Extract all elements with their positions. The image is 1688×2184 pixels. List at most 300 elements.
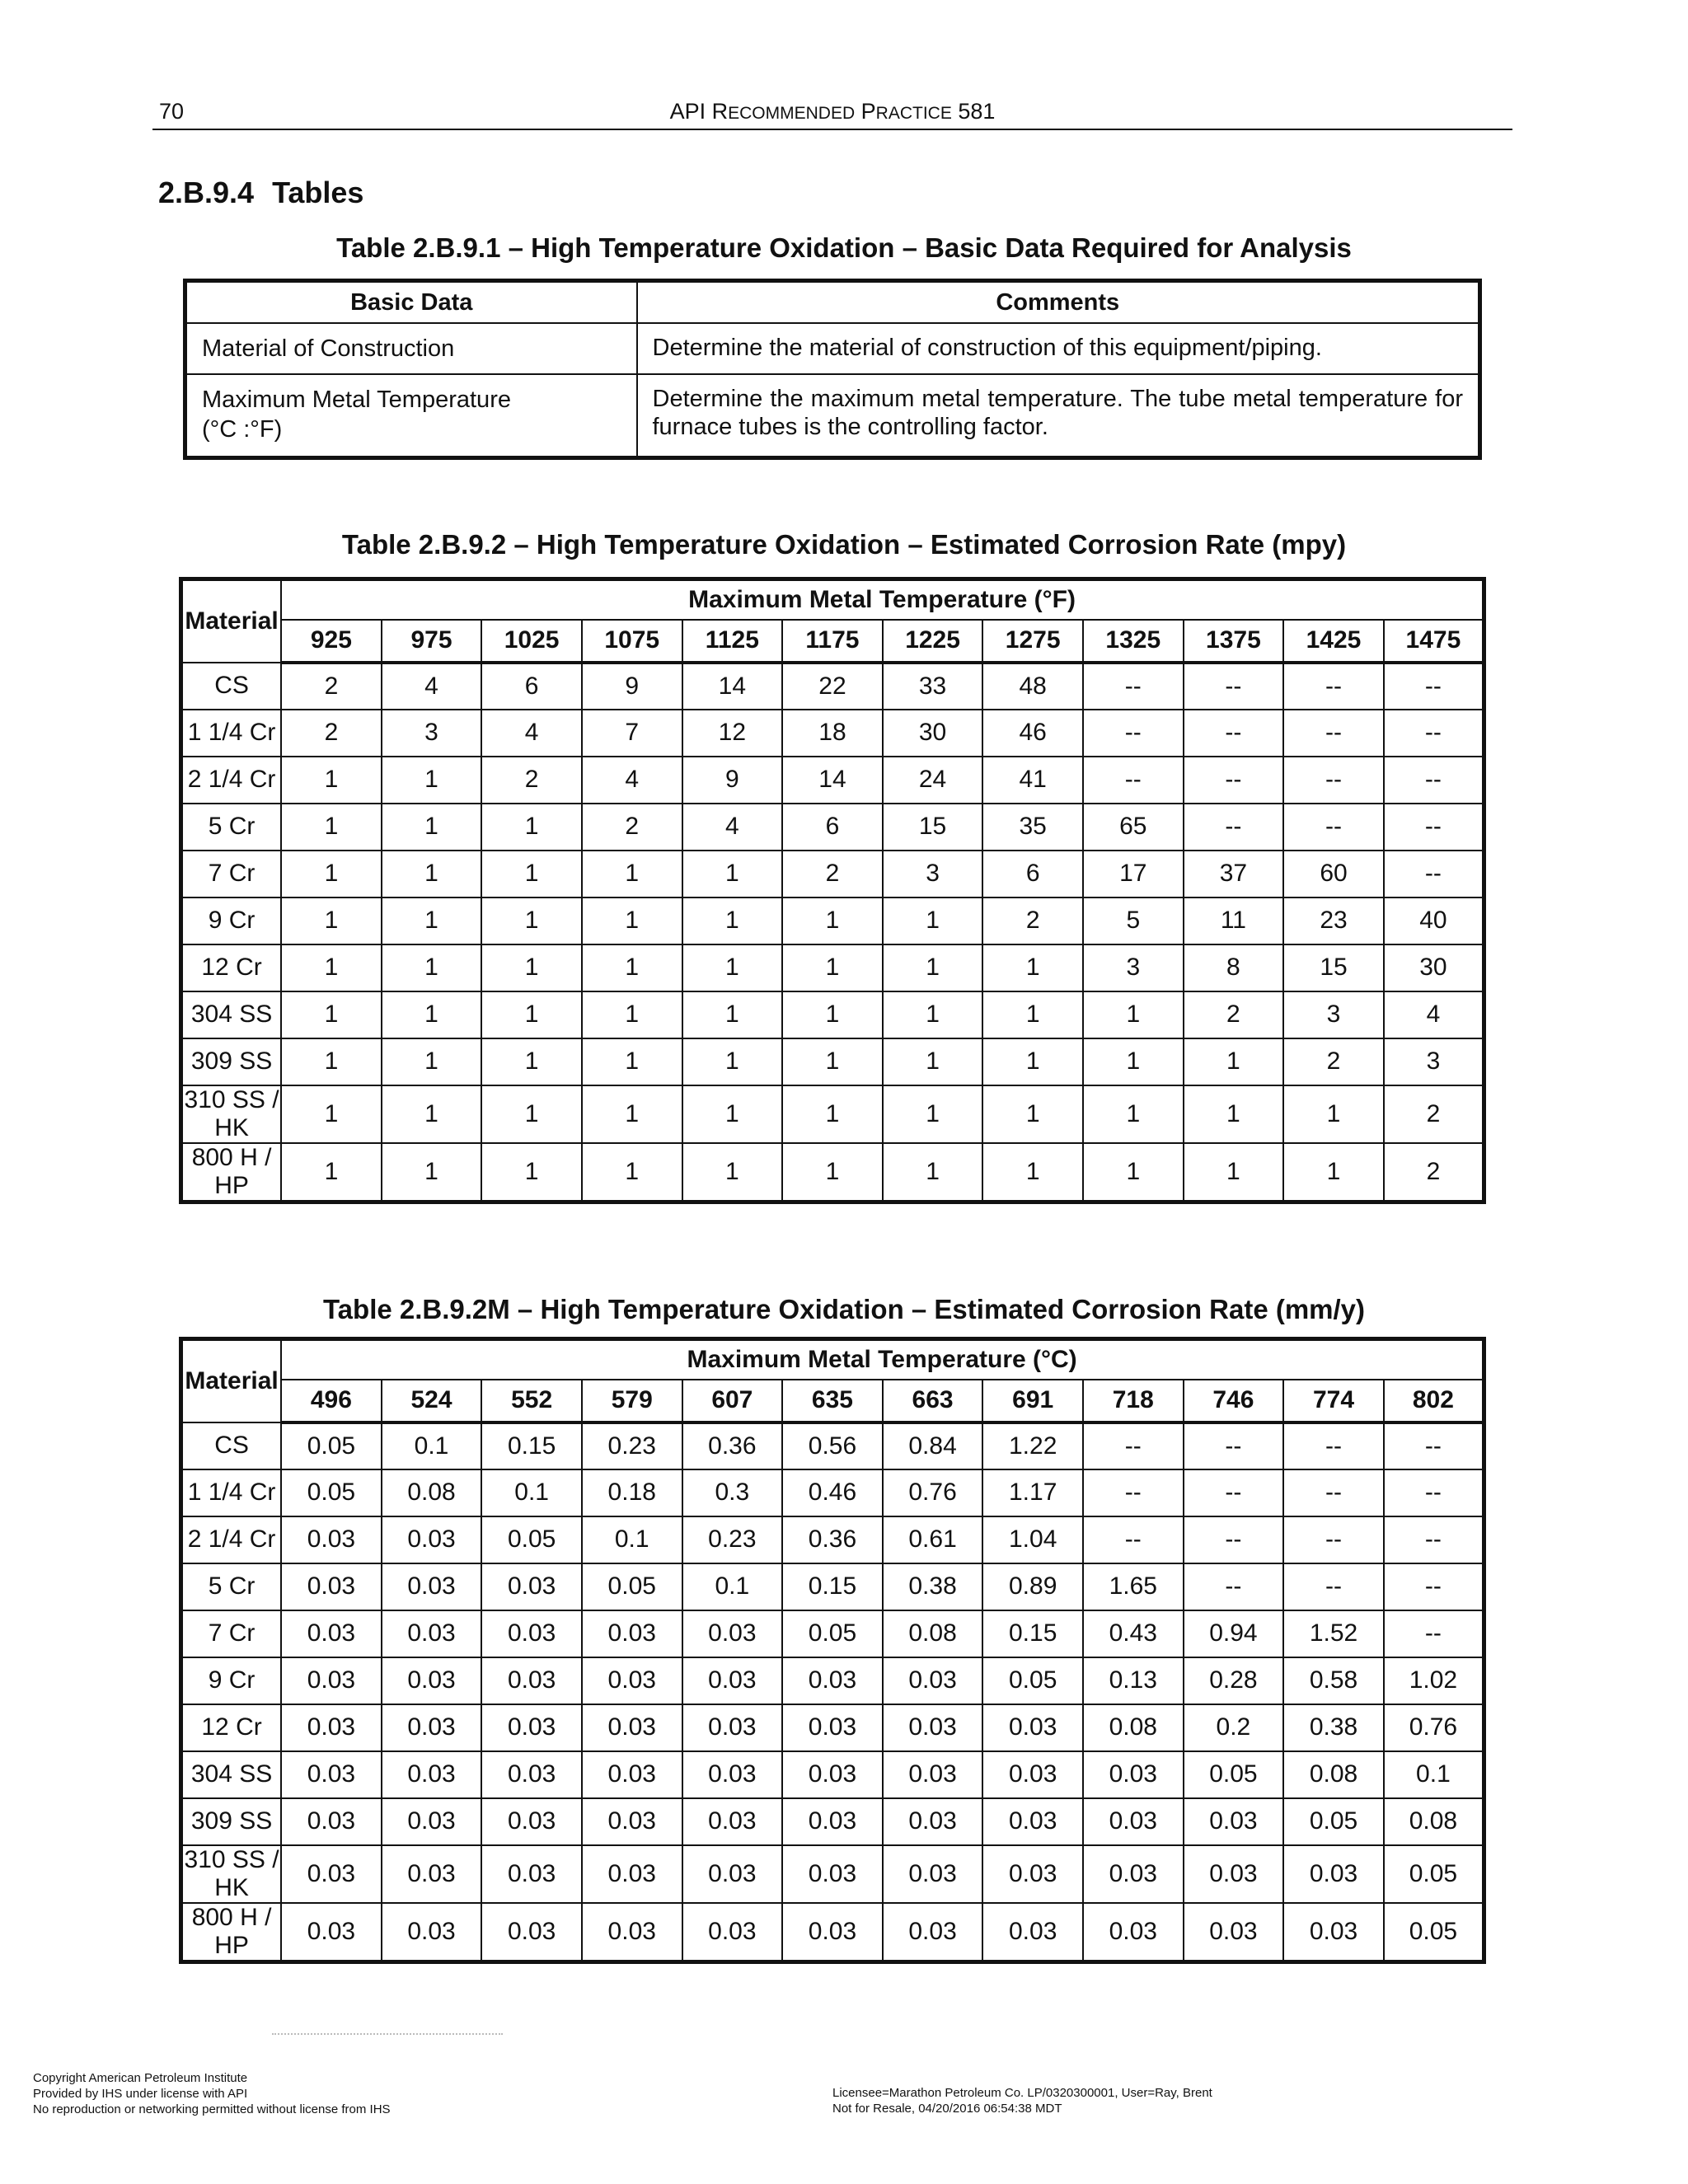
rate-cell: 0.03 xyxy=(782,1657,883,1704)
rate-cell: 14 xyxy=(682,663,783,710)
rate-cell: 37 xyxy=(1184,851,1284,898)
rate-cell: 1.52 xyxy=(1283,1610,1384,1657)
rate-cell: 1 xyxy=(582,1143,682,1202)
rate-cell: -- xyxy=(1283,1563,1384,1610)
temperature-column-header: 925 xyxy=(281,620,382,663)
material-cell: 800 H / HP xyxy=(181,1143,282,1202)
rate-cell: 1 xyxy=(982,1085,1083,1143)
rate-cell: 1 xyxy=(883,991,983,1038)
rate-cell: 1 xyxy=(281,804,382,851)
rate-cell: 1 xyxy=(782,1143,883,1202)
material-cell: 12 Cr xyxy=(181,1704,282,1751)
temperature-group-header: Maximum Metal Temperature (°F) xyxy=(281,579,1484,620)
rate-cell: 0.15 xyxy=(782,1563,883,1610)
temperature-column-header: 746 xyxy=(1184,1380,1284,1422)
rate-cell: 1 xyxy=(782,991,883,1038)
rate-cell: 0.03 xyxy=(582,1704,682,1751)
rate-cell: 1 xyxy=(582,944,682,991)
rate-cell: 0.03 xyxy=(481,1563,582,1610)
rate-cell: 1 xyxy=(883,1143,983,1202)
rate-cell: 7 xyxy=(582,710,682,757)
section-heading xyxy=(158,176,363,210)
material-cell: 9 Cr xyxy=(181,1657,282,1704)
rate-cell: 0.03 xyxy=(382,1845,482,1903)
rate-cell: 0.1 xyxy=(481,1469,582,1516)
temperature-column-header: 579 xyxy=(582,1380,682,1422)
table-row xyxy=(181,1422,1484,1469)
temperature-column-header: 718 xyxy=(1083,1380,1184,1422)
rate-cell: 0.03 xyxy=(281,1657,382,1704)
rate-cell: 0.03 xyxy=(281,1563,382,1610)
rate-cell: 0.05 xyxy=(1184,1751,1284,1798)
rate-cell: 0.43 xyxy=(1083,1610,1184,1657)
rate-cell: 1 xyxy=(982,944,1083,991)
rate-cell: 1 xyxy=(1283,1085,1384,1143)
rate-cell: 2 xyxy=(582,804,682,851)
rate-cell: 0.03 xyxy=(682,1610,783,1657)
rate-cell: 4 xyxy=(1384,991,1484,1038)
table2-caption: Table 2.B.9.2 – High Temperature Oxidation – Estimated Corrosion Rate (mpy) xyxy=(341,529,1347,560)
rate-cell: 0.05 xyxy=(582,1563,682,1610)
rate-cell: 1.02 xyxy=(1384,1657,1484,1704)
rate-cell: 1 xyxy=(682,1038,783,1085)
table-row xyxy=(181,804,1484,851)
table3-caption: Table 2.B.9.2M – High Temperature Oxidation – Estimated Corrosion Rate (mm/y) xyxy=(322,1294,1366,1324)
rate-cell: -- xyxy=(1384,663,1484,710)
comment-cell: Determine the maximum metal temperature. The tube metal temperature for furnace tubes is the controlling factor. xyxy=(637,374,1480,458)
rate-cell: 0.03 xyxy=(281,1704,382,1751)
rate-cell: 1 xyxy=(281,1038,382,1085)
rate-cell: 0.03 xyxy=(1083,1903,1184,1962)
rate-cell: 4 xyxy=(382,663,482,710)
rate-cell: 1 xyxy=(982,1143,1083,1202)
rate-cell: -- xyxy=(1083,1516,1184,1563)
material-cell: 800 H / HP xyxy=(181,1903,282,1962)
rate-cell: 0.3 xyxy=(682,1469,783,1516)
rate-cell: 65 xyxy=(1083,804,1184,851)
rate-cell: 0.1 xyxy=(582,1516,682,1563)
rate-cell: -- xyxy=(1184,1422,1284,1469)
rate-cell: 35 xyxy=(982,804,1083,851)
rate-cell: 1 xyxy=(883,944,983,991)
rate-cell: 0.03 xyxy=(481,1657,582,1704)
rate-cell: 0.94 xyxy=(1184,1610,1284,1657)
rate-cell: 0.03 xyxy=(481,1845,582,1903)
table1-caption: Table 2.B.9.1 – High Temperature Oxidation – Basic Data Required for Analysis xyxy=(336,232,1352,263)
material-cell: 304 SS xyxy=(181,991,282,1038)
rate-cell: 3 xyxy=(883,851,983,898)
rate-cell: 0.03 xyxy=(682,1657,783,1704)
rate-cell: 0.08 xyxy=(1283,1751,1384,1798)
rate-cell: 0.03 xyxy=(281,1903,382,1962)
corrosion-rate-mpy-table xyxy=(179,577,1486,1204)
rate-cell: 0.03 xyxy=(481,1798,582,1845)
rate-cell: -- xyxy=(1384,851,1484,898)
rate-cell: 1 xyxy=(382,944,482,991)
rate-cell: 6 xyxy=(481,663,582,710)
rate-cell: 0.03 xyxy=(682,1751,783,1798)
rate-cell: 2 xyxy=(1384,1085,1484,1143)
rate-cell: 2 xyxy=(281,663,382,710)
rate-cell: 1 xyxy=(682,944,783,991)
rate-cell: 0.46 xyxy=(782,1469,883,1516)
rate-cell: 1 xyxy=(883,898,983,944)
rate-cell: 6 xyxy=(782,804,883,851)
rate-cell: -- xyxy=(1384,804,1484,851)
rate-cell: -- xyxy=(1184,710,1284,757)
rate-cell: 0.03 xyxy=(982,1751,1083,1798)
rate-cell: 1 xyxy=(481,1085,582,1143)
material-cell: 2 1/4 Cr xyxy=(181,757,282,804)
rate-cell: 0.03 xyxy=(481,1903,582,1962)
rate-cell: 3 xyxy=(382,710,482,757)
corrosion-rate-mmy-table xyxy=(179,1337,1486,1964)
scan-artifact xyxy=(272,2033,503,2035)
rate-cell: 1 xyxy=(481,898,582,944)
temperature-column-header: 1025 xyxy=(481,620,582,663)
rate-cell: 23 xyxy=(1283,898,1384,944)
table-row xyxy=(181,1903,1484,1962)
rate-cell: 5 xyxy=(1083,898,1184,944)
rate-cell: 0.03 xyxy=(382,1798,482,1845)
rate-cell: 0.03 xyxy=(382,1516,482,1563)
rate-cell: 0.58 xyxy=(1283,1657,1384,1704)
rate-cell: 60 xyxy=(1283,851,1384,898)
rate-cell: 1 xyxy=(382,991,482,1038)
rate-cell: 1 xyxy=(682,898,783,944)
table-row xyxy=(181,1751,1484,1798)
rate-cell: 1 xyxy=(382,851,482,898)
material-cell: CS xyxy=(181,1422,282,1469)
rate-cell: -- xyxy=(1384,1610,1484,1657)
table-row xyxy=(181,1143,1484,1202)
rate-cell: 2 xyxy=(982,898,1083,944)
rate-cell: 1 xyxy=(782,1085,883,1143)
rate-cell: 4 xyxy=(682,804,783,851)
rate-cell: 2 xyxy=(281,710,382,757)
page-header xyxy=(152,97,1512,130)
table-row xyxy=(181,944,1484,991)
column-header-comments: Comments xyxy=(637,281,1480,324)
rate-cell: 0.03 xyxy=(782,1798,883,1845)
rate-cell: 1 xyxy=(682,991,783,1038)
rate-cell: 1 xyxy=(481,1143,582,1202)
rate-cell: 0.05 xyxy=(782,1610,883,1657)
rate-cell: 11 xyxy=(1184,898,1284,944)
rate-cell: 4 xyxy=(481,710,582,757)
running-title: API RECOMMENDED PRACTICE 581 xyxy=(669,99,996,124)
rate-cell: 46 xyxy=(982,710,1083,757)
rate-cell: -- xyxy=(1384,757,1484,804)
rate-cell: 0.03 xyxy=(883,1751,983,1798)
material-cell: 1 1/4 Cr xyxy=(181,1469,282,1516)
rate-cell: 0.03 xyxy=(1083,1845,1184,1903)
rate-cell: 1 xyxy=(281,944,382,991)
rate-cell: -- xyxy=(1283,1516,1384,1563)
rate-cell: 0.03 xyxy=(582,1751,682,1798)
rate-cell: 0.03 xyxy=(1083,1798,1184,1845)
rate-cell: 0.03 xyxy=(582,1610,682,1657)
rate-cell: 0.03 xyxy=(1184,1845,1284,1903)
temperature-column-header: 1275 xyxy=(982,620,1083,663)
material-cell: 309 SS xyxy=(181,1038,282,1085)
rate-cell: 0.03 xyxy=(1184,1903,1284,1962)
material-cell: 310 SS / HK xyxy=(181,1085,282,1143)
rate-cell: -- xyxy=(1384,710,1484,757)
rate-cell: 0.36 xyxy=(782,1516,883,1563)
rate-cell: 3 xyxy=(1384,1038,1484,1085)
rate-cell: 0.13 xyxy=(1083,1657,1184,1704)
rate-cell: 1 xyxy=(1184,1143,1284,1202)
rate-cell: 1 xyxy=(1083,1038,1184,1085)
rate-cell: 0.03 xyxy=(1083,1751,1184,1798)
rate-cell: 1 xyxy=(281,898,382,944)
rate-cell: -- xyxy=(1283,804,1384,851)
rate-cell: 0.03 xyxy=(281,1751,382,1798)
rate-cell: -- xyxy=(1184,1469,1284,1516)
table-row xyxy=(181,1516,1484,1563)
rate-cell: 0.2 xyxy=(1184,1704,1284,1751)
material-cell: CS xyxy=(181,663,282,710)
rate-cell: -- xyxy=(1083,663,1184,710)
rate-cell: 1 xyxy=(782,898,883,944)
rate-cell: -- xyxy=(1384,1516,1484,1563)
rate-cell: 9 xyxy=(682,757,783,804)
section-title: Tables xyxy=(272,176,364,209)
rate-cell: -- xyxy=(1083,1422,1184,1469)
rate-cell: 0.08 xyxy=(883,1610,983,1657)
rate-cell: 1 xyxy=(382,898,482,944)
rate-cell: 1 xyxy=(883,1085,983,1143)
rate-cell: 3 xyxy=(1283,991,1384,1038)
rate-cell: 0.05 xyxy=(481,1516,582,1563)
rate-cell: 0.08 xyxy=(382,1469,482,1516)
rate-cell: 1 xyxy=(281,757,382,804)
temperature-column-header: 1125 xyxy=(682,620,783,663)
rate-cell: 1 xyxy=(382,1143,482,1202)
rate-cell: 0.05 xyxy=(1384,1903,1484,1962)
rate-cell: 0.03 xyxy=(682,1704,783,1751)
rate-cell: 0.03 xyxy=(782,1751,883,1798)
temperature-column-header: 802 xyxy=(1384,1380,1484,1422)
rate-cell: 1 xyxy=(582,1085,682,1143)
rate-cell: -- xyxy=(1184,1516,1284,1563)
rate-cell: -- xyxy=(1384,1422,1484,1469)
table-row xyxy=(185,323,1480,374)
rate-cell: 0.03 xyxy=(782,1704,883,1751)
rate-cell: 0.1 xyxy=(382,1422,482,1469)
table-row xyxy=(181,663,1484,710)
material-cell: 9 Cr xyxy=(181,898,282,944)
rate-cell: 0.03 xyxy=(1283,1903,1384,1962)
rate-cell: 0.61 xyxy=(883,1516,983,1563)
rate-cell: 1.04 xyxy=(982,1516,1083,1563)
rate-cell: 0.08 xyxy=(1384,1798,1484,1845)
rate-cell: 1 xyxy=(883,1038,983,1085)
rate-cell: 0.03 xyxy=(782,1845,883,1903)
rate-cell: 0.76 xyxy=(883,1469,983,1516)
temperature-column-header: 1075 xyxy=(582,620,682,663)
rate-cell: 0.03 xyxy=(582,1798,682,1845)
rate-cell: 1 xyxy=(682,851,783,898)
rate-cell: 0.15 xyxy=(481,1422,582,1469)
rate-cell: 2 xyxy=(481,757,582,804)
rate-cell: 1 xyxy=(382,804,482,851)
temperature-column-header: 635 xyxy=(782,1380,883,1422)
material-cell: 304 SS xyxy=(181,1751,282,1798)
table-row xyxy=(181,898,1484,944)
rate-cell: 0.38 xyxy=(883,1563,983,1610)
rate-cell: -- xyxy=(1083,1469,1184,1516)
rate-cell: -- xyxy=(1283,757,1384,804)
temperature-column-header: 1475 xyxy=(1384,620,1484,663)
rate-cell: 1.22 xyxy=(982,1422,1083,1469)
rate-cell: -- xyxy=(1283,1422,1384,1469)
rate-cell: 1 xyxy=(281,1085,382,1143)
rate-cell: 1 xyxy=(281,851,382,898)
rate-cell: 1 xyxy=(682,1143,783,1202)
rate-cell: 33 xyxy=(883,663,983,710)
rate-cell: 0.03 xyxy=(883,1704,983,1751)
rate-cell: 0.03 xyxy=(883,1845,983,1903)
rate-cell: 0.03 xyxy=(481,1610,582,1657)
table-row xyxy=(181,1469,1484,1516)
table-row xyxy=(181,851,1484,898)
table-row xyxy=(181,710,1484,757)
temperature-column-header: 774 xyxy=(1283,1380,1384,1422)
material-cell: 2 1/4 Cr xyxy=(181,1516,282,1563)
rate-cell: 1 xyxy=(1083,1085,1184,1143)
rate-cell: 12 xyxy=(682,710,783,757)
rate-cell: 0.05 xyxy=(1283,1798,1384,1845)
rate-cell: -- xyxy=(1384,1469,1484,1516)
rate-cell: 1 xyxy=(281,1143,382,1202)
material-cell: 5 Cr xyxy=(181,1563,282,1610)
rate-cell: 0.03 xyxy=(1184,1798,1284,1845)
rate-cell: 1 xyxy=(481,851,582,898)
rate-cell: 14 xyxy=(782,757,883,804)
rate-cell: 1 xyxy=(582,851,682,898)
rate-cell: 48 xyxy=(982,663,1083,710)
rate-cell: -- xyxy=(1083,710,1184,757)
rate-cell: 0.03 xyxy=(382,1903,482,1962)
rate-cell: 41 xyxy=(982,757,1083,804)
rate-cell: -- xyxy=(1184,663,1284,710)
table-row xyxy=(181,1038,1484,1085)
material-cell: 310 SS / HK xyxy=(181,1845,282,1903)
rate-cell: 0.89 xyxy=(982,1563,1083,1610)
rate-cell: 0.18 xyxy=(582,1469,682,1516)
rate-cell: 15 xyxy=(1283,944,1384,991)
rate-cell: 2 xyxy=(1384,1143,1484,1202)
rate-cell: 0.03 xyxy=(281,1516,382,1563)
rate-cell: 9 xyxy=(582,663,682,710)
page-number: 70 xyxy=(159,99,185,124)
material-cell: 7 Cr xyxy=(181,851,282,898)
table-row xyxy=(181,1657,1484,1704)
rate-cell: 0.03 xyxy=(982,1903,1083,1962)
rate-cell: 0.03 xyxy=(382,1563,482,1610)
material-cell: 7 Cr xyxy=(181,1610,282,1657)
material-cell: 1 1/4 Cr xyxy=(181,710,282,757)
rate-cell: 1.65 xyxy=(1083,1563,1184,1610)
rate-cell: 4 xyxy=(582,757,682,804)
rate-cell: -- xyxy=(1083,757,1184,804)
rate-cell: 0.03 xyxy=(382,1704,482,1751)
rate-cell: 0.03 xyxy=(883,1798,983,1845)
rate-cell: 1 xyxy=(382,1085,482,1143)
unit-note: (°C :°F) xyxy=(202,416,283,443)
rate-cell: 1 xyxy=(281,991,382,1038)
temperature-column-header: 552 xyxy=(481,1380,582,1422)
column-header-basic-data: Basic Data xyxy=(185,281,637,324)
rate-cell: 1 xyxy=(481,991,582,1038)
rate-cell: 18 xyxy=(782,710,883,757)
rate-cell: 0.03 xyxy=(682,1798,783,1845)
table-row xyxy=(181,1845,1484,1903)
table-row xyxy=(181,1704,1484,1751)
footer-copyright: Copyright American Petroleum Institute Provided by IHS under license with API No reproduction or networking permitted without license from IHS xyxy=(33,2071,391,2116)
rate-cell: 0.1 xyxy=(682,1563,783,1610)
rate-cell: 0.03 xyxy=(481,1704,582,1751)
rate-cell: 1 xyxy=(481,804,582,851)
rate-cell: 0.03 xyxy=(281,1798,382,1845)
rate-cell: 0.03 xyxy=(682,1903,783,1962)
table-row xyxy=(181,991,1484,1038)
rate-cell: 24 xyxy=(883,757,983,804)
rate-cell: 0.08 xyxy=(1083,1704,1184,1751)
rate-cell: 1 xyxy=(782,1038,883,1085)
basic-data-table xyxy=(183,279,1482,460)
rate-cell: -- xyxy=(1184,804,1284,851)
rate-cell: 1 xyxy=(982,1038,1083,1085)
temperature-column-header: 975 xyxy=(382,620,482,663)
rate-cell: 0.03 xyxy=(982,1798,1083,1845)
rate-cell: 0.03 xyxy=(481,1751,582,1798)
temperature-group-header: Maximum Metal Temperature (°C) xyxy=(281,1339,1484,1380)
rate-cell: 22 xyxy=(782,663,883,710)
rate-cell: -- xyxy=(1184,1563,1284,1610)
rate-cell: 15 xyxy=(883,804,983,851)
rate-cell: 0.03 xyxy=(582,1903,682,1962)
rate-cell: 0.03 xyxy=(582,1845,682,1903)
rate-cell: 2 xyxy=(1184,991,1284,1038)
comment-cell: Determine the material of construction of this equipment/piping. xyxy=(637,323,1480,374)
temperature-column-header: 663 xyxy=(883,1380,983,1422)
rate-cell: 0.05 xyxy=(281,1469,382,1516)
rate-cell: 0.1 xyxy=(1384,1751,1484,1798)
rate-cell: 0.05 xyxy=(1384,1845,1484,1903)
basic-data-cell: Material of Construction xyxy=(185,323,637,374)
table-row xyxy=(181,1563,1484,1610)
temperature-column-header: 691 xyxy=(982,1380,1083,1422)
rate-cell: 0.36 xyxy=(682,1422,783,1469)
temperature-column-header: 1175 xyxy=(782,620,883,663)
material-cell: 309 SS xyxy=(181,1798,282,1845)
rate-cell: 0.03 xyxy=(982,1704,1083,1751)
rate-cell: 1 xyxy=(582,1038,682,1085)
rate-cell: 6 xyxy=(982,851,1083,898)
section-number: 2.B.9.4 xyxy=(158,176,255,209)
rate-cell: 0.84 xyxy=(883,1422,983,1469)
rate-cell: 0.03 xyxy=(382,1610,482,1657)
rate-cell: 0.03 xyxy=(582,1657,682,1704)
temperature-column-header: 524 xyxy=(382,1380,482,1422)
temperature-column-header: 1425 xyxy=(1283,620,1384,663)
rate-cell: 0.03 xyxy=(281,1610,382,1657)
rate-cell: 0.56 xyxy=(782,1422,883,1469)
rate-cell: 1 xyxy=(782,944,883,991)
